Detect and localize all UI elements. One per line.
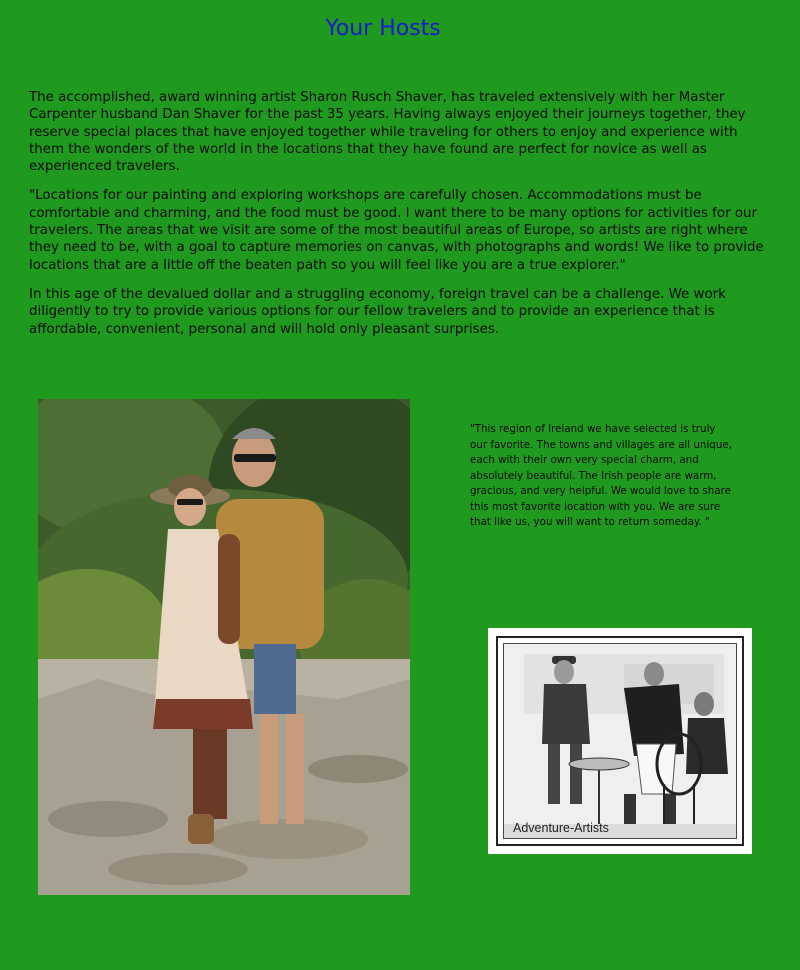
intro-paragraph: In this age of the devalued dollar and a struggling economy, foreign travel can be a challenge. We work diligently to try to provide various options for our fellow travelers and to provide an experience that is affordable, convenient, personal and will hold only pleasant surprises. [29,286,726,337]
intro-paragraph: "Locations for our painting and exploring workshops are carefully chosen. Accommodations must be comfortable and charming, and the food must be good. I want there to be many options for activities for our travelers. The areas that we visit are some of the most beautiful areas of Europe, so artists are right where they need to be, with a goal to capture memories on canvas, with photographs and words! We like to provide locations that are a little off the beaten path so you will feel like you are a true explorer." [29,188,764,273]
intro-text [29,89,764,350]
page-title: Your Hosts [325,16,441,41]
sketch-frame [496,636,744,846]
intro-paragraph: The accomplished, award winning artist Sharon Rusch Shaver, has traveled extensively with her Master Carpenter husband Dan Shaver for the past 35 years. Having always enjoyed their journeys together, they reserve special places that have enjoyed together while traveling for others to enjoy and experience with them the wonders of the world in the locations that they have found are perfect for novice as well as experienced travelers. [29,90,746,175]
cafe-scene-illustration [504,644,737,839]
hosts-photo [38,399,410,895]
adventure-artists-sketch [488,628,752,854]
hosts-quote: "This region of Ireland we have selected is truly our favorite. The towns and villages are all unique, each with their own very special charm, and absolutely beautiful. The Irish people are warm, gracious, and very helpful. We would love to share this most favorite location with you. We are sure that like us, you will want to return someday. " [470,423,732,528]
sketch-image [503,643,737,839]
sketch-caption: Adventure-Artists [513,821,609,835]
hosts-photo-image [38,399,410,895]
